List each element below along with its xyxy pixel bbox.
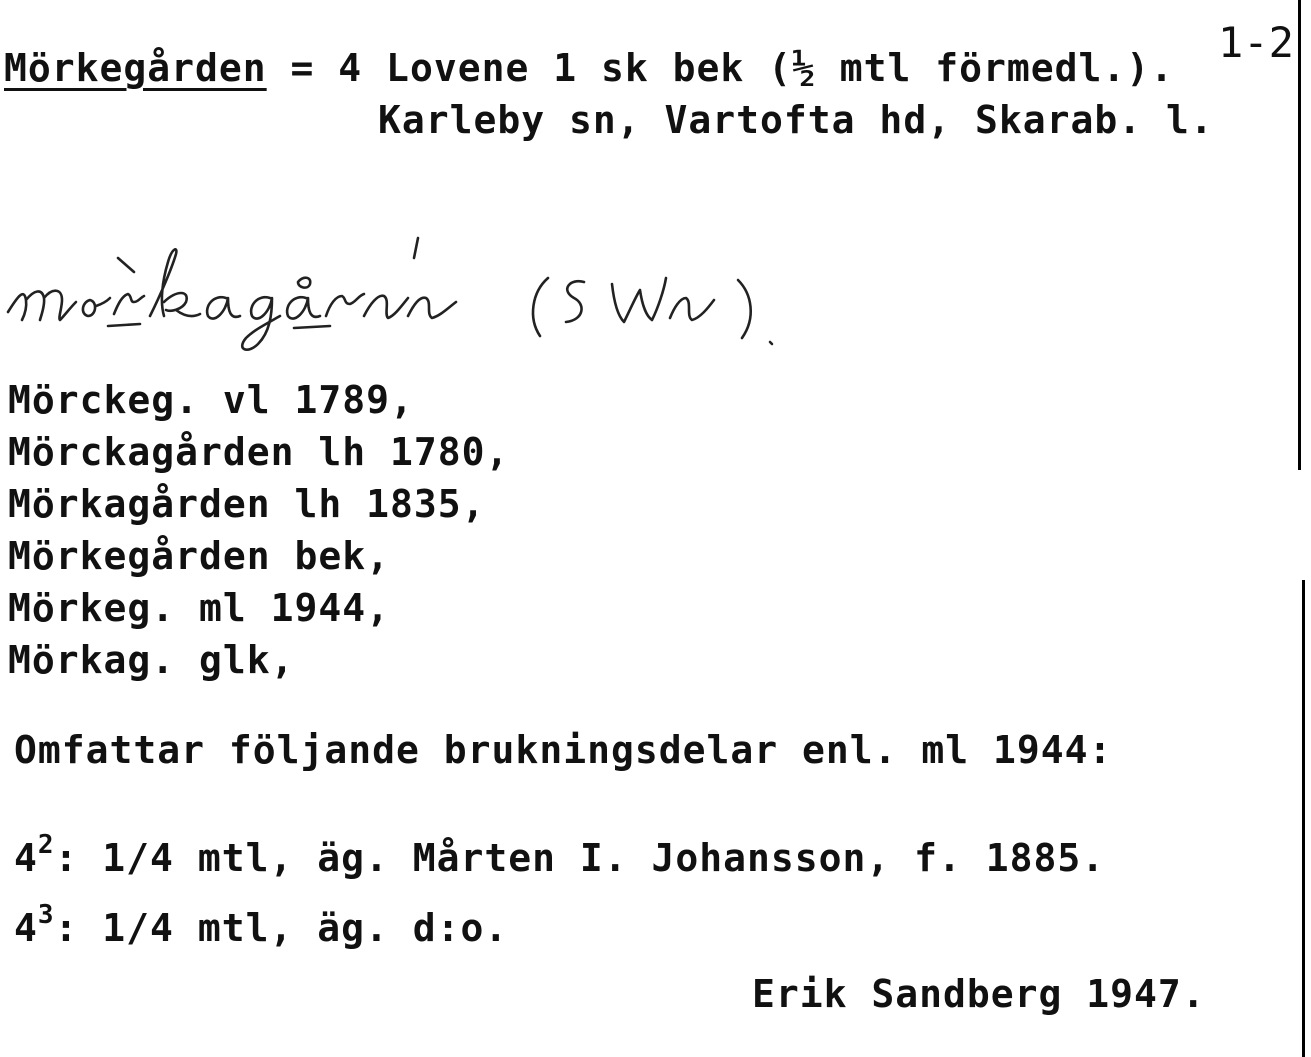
form-line: Mörkeg. ml 1944, <box>8 586 391 630</box>
form-line: Mörckagården lh 1780, <box>8 430 510 474</box>
form-line: Mörkagården lh 1835, <box>8 482 486 526</box>
handwritten-note <box>0 232 800 352</box>
header-description: = 4 Lovene 1 sk bek (½ mtl förmedl.). <box>266 46 1175 90</box>
card-number: 1-2 <box>1218 18 1294 67</box>
form-line: Mörkag. glk, <box>8 638 295 682</box>
holding-number: 4 <box>14 906 38 950</box>
holding-text: : 1/4 mtl, äg. Mårten I. Johansson, f. 1885. <box>54 836 1106 880</box>
card-title: Mörkegården <box>4 46 267 90</box>
form-line: Mörckeg. vl 1789, <box>8 378 414 422</box>
right-edge-line <box>1298 0 1301 470</box>
right-edge-line <box>1302 580 1305 1057</box>
holding-line <box>14 900 508 950</box>
holding-subnumber: 3 <box>37 900 55 930</box>
summary-line: Omfattar följande brukningsdelar enl. ml 1944: <box>14 728 1113 772</box>
card-header <box>4 46 1174 90</box>
location-line: Karleby sn, Vartofta hd, Skarab. l. <box>378 98 1214 142</box>
form-line: Mörkegården bek, <box>8 534 391 578</box>
holding-line <box>14 830 1105 880</box>
holding-number: 4 <box>14 836 38 880</box>
signature: Erik Sandberg 1947. <box>752 972 1206 1016</box>
holding-text: : 1/4 mtl, äg. d:o. <box>54 906 509 950</box>
holding-subnumber: 2 <box>37 830 55 860</box>
